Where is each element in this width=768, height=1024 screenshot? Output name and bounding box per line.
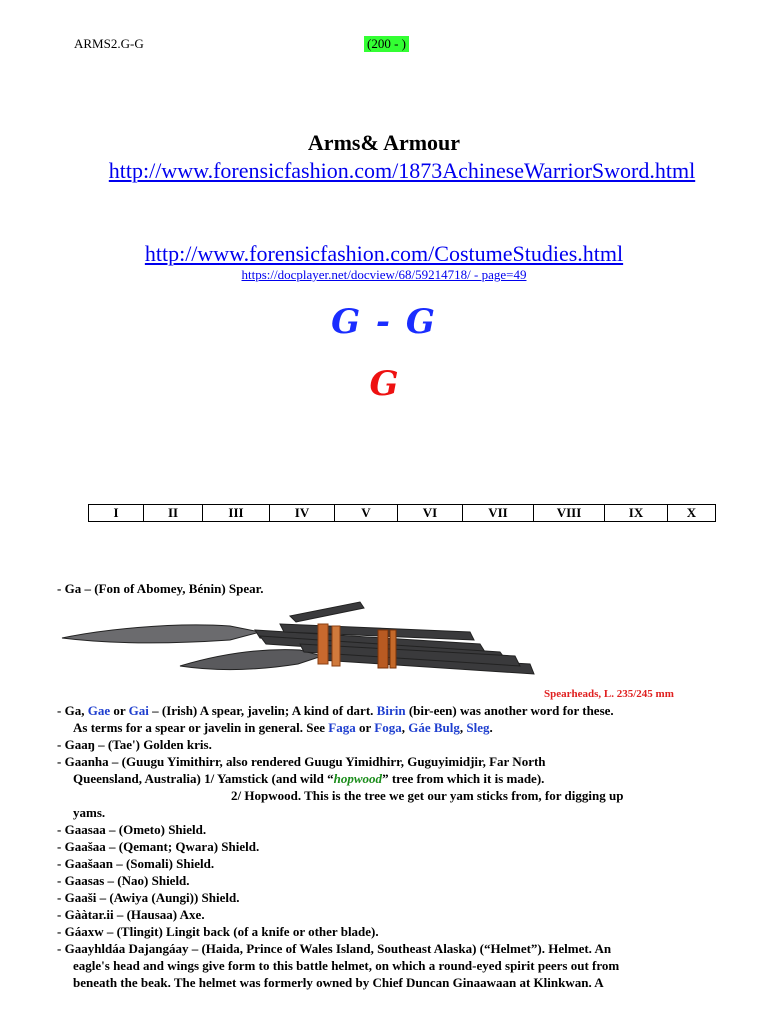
entry-gaanha-cont bbox=[57, 770, 737, 787]
link-achinese-sword[interactable] bbox=[70, 157, 734, 187]
entry-gaayhldaa: - Gaayhldáa Dajangáay – (Haida, Prince of Wales Island, Southeast Alaska) (“Helmet”). Helmet. An bbox=[57, 941, 612, 956]
entry-text: , bbox=[459, 720, 467, 735]
entry-text: ” tree from which it is made). bbox=[382, 771, 545, 786]
entry-ga-fon: - Ga – (Fon of Abomey, Bénin) Spear. bbox=[57, 581, 264, 596]
index-cell[interactable]: III bbox=[203, 505, 270, 522]
link-costume-studies[interactable] bbox=[0, 241, 768, 267]
index-cell[interactable]: I bbox=[89, 505, 144, 522]
xref-faga[interactable]: Faga bbox=[328, 720, 356, 735]
xref-gae-bulg[interactable]: Gáe Bulg bbox=[408, 720, 460, 735]
index-cell[interactable]: VI bbox=[398, 505, 463, 522]
entry-text: - Ga, bbox=[57, 703, 88, 718]
entry-text: or bbox=[355, 720, 375, 735]
entry-gaanha-end: yams. bbox=[73, 805, 106, 820]
entry-gaasaan: - Gaašaan – (Somali) Shield. bbox=[57, 856, 215, 871]
entry-gaasaa-qemant: - Gaašaa – (Qemant; Qwara) Shield. bbox=[57, 839, 260, 854]
index-cell[interactable]: VII bbox=[463, 505, 534, 522]
entry-gaaxw: - Gáaxw – (Tlingit) Lingit back (of a knife or other blade). bbox=[57, 924, 379, 939]
link-docplayer[interactable]: https://docplayer.net/docview/68/59214718/ - page=49 bbox=[241, 267, 527, 282]
entry-gaayhldaa-cont: eagle's head and wings give form to this battle helmet, on which a round-eyed spirit peers out from bbox=[73, 958, 620, 973]
xref-gae[interactable]: Gae bbox=[87, 703, 111, 718]
entry-list bbox=[57, 580, 737, 597]
document-id: ARMS2.G-G bbox=[74, 36, 144, 51]
entry-ga-irish bbox=[57, 702, 737, 719]
index-cell[interactable]: V bbox=[335, 505, 398, 522]
entry-gaayhldaa-cont2: beneath the beak. The helmet was formerly owned by Chief Duncan Ginaawaan at Klinkwan. A bbox=[73, 975, 604, 990]
index-cell[interactable]: IV bbox=[270, 505, 335, 522]
entry-gaanha-sense2: 2/ Hopwood. This is the tree we get our yam sticks from, for digging up bbox=[231, 788, 624, 803]
entry-text: or bbox=[110, 703, 129, 718]
entry-text: – (Irish) A spear, javelin; A kind of dart. bbox=[148, 703, 377, 718]
link-achinese-sword-text[interactable]: http://www.forensicfashion.com/1873AchineseWarriorSword.html bbox=[108, 158, 696, 183]
spearheads-image bbox=[60, 596, 540, 688]
entry-text: Queensland, Australia) 1/ Yamstick (and wild “ bbox=[73, 771, 334, 786]
page-range-badge: (200 - ) bbox=[364, 36, 409, 52]
xref-sleg[interactable]: Sleg bbox=[466, 720, 490, 735]
entry-gaatar: - Gààtar.ii – (Hausaa) Axe. bbox=[57, 907, 205, 922]
section-heading-g: G bbox=[369, 364, 399, 404]
index-cell[interactable]: X bbox=[668, 505, 716, 522]
entry-text: (bir-een) was another word for these. bbox=[405, 703, 614, 718]
section-heading-g-g: G - G bbox=[331, 302, 437, 342]
entry-gaang: - Gaaŋ – (Tae') Golden kris. bbox=[57, 737, 212, 752]
entry-list-continued bbox=[57, 702, 737, 991]
link-costume-studies-text[interactable]: http://www.forensicfashion.com/CostumeStudies.html bbox=[144, 241, 624, 266]
entry-gaasi: - Gaaši – (Awiya (Aungi)) Shield. bbox=[57, 890, 240, 905]
image-caption: Spearheads, L. 235/245 mm bbox=[544, 688, 674, 700]
entry-gaasaa: - Gaasaa – (Ometo) Shield. bbox=[57, 822, 207, 837]
entry-text: As terms for a spear or javelin in general. See bbox=[73, 720, 329, 735]
page-title: Arms& Armour bbox=[307, 130, 461, 155]
roman-numeral-index bbox=[88, 504, 716, 522]
xref-foga[interactable]: Foga bbox=[374, 720, 402, 735]
xref-birin[interactable]: Birin bbox=[376, 703, 406, 718]
entry-text: , bbox=[401, 720, 409, 735]
index-cell[interactable]: VIII bbox=[534, 505, 605, 522]
entry-text: . bbox=[489, 720, 493, 735]
index-cell[interactable]: II bbox=[144, 505, 203, 522]
entry-gaanha: - Gaanha – (Guugu Yimithirr, also rendered Guugu Yimidhirr, Guguyimidjir, Far North bbox=[57, 754, 546, 769]
term-hopwood: hopwood bbox=[333, 771, 383, 786]
entry-ga-irish-cont bbox=[57, 719, 737, 736]
entry-gaasas: - Gaasas – (Nao) Shield. bbox=[57, 873, 190, 888]
xref-gai[interactable]: Gai bbox=[128, 703, 149, 718]
index-cell[interactable]: IX bbox=[605, 505, 668, 522]
